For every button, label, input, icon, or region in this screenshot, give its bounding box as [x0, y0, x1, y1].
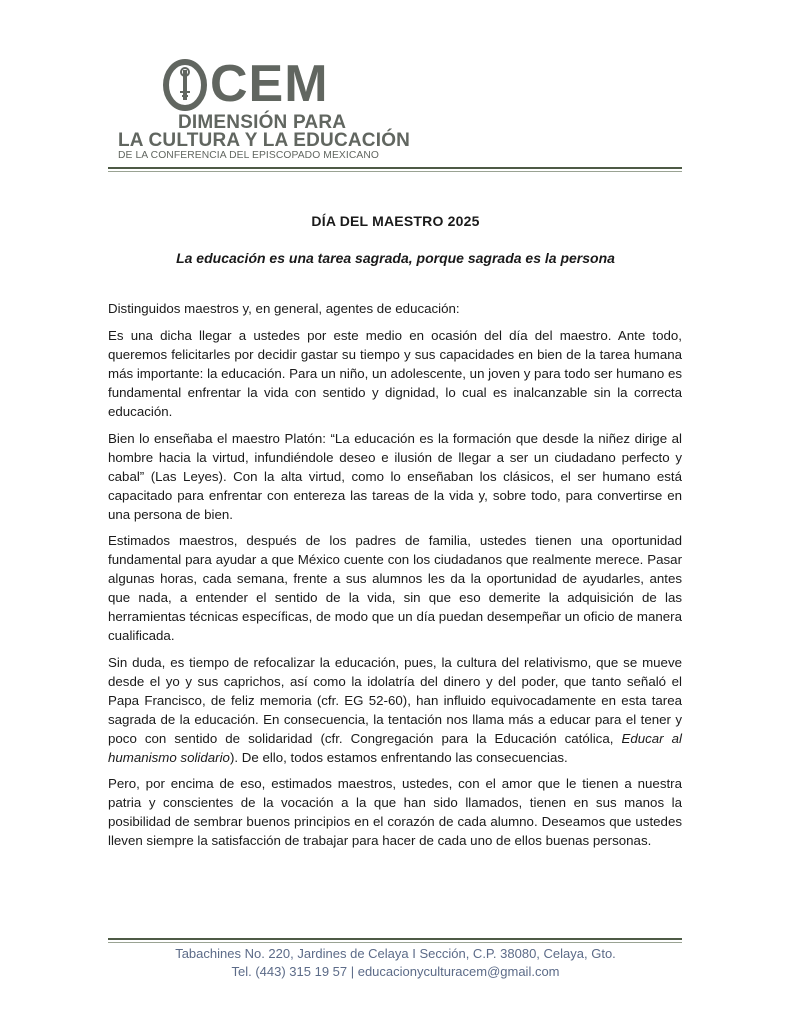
paragraph-3: Estimados maestros, después de los padres de familia, ustedes tienen una oportunidad fundamental para ayudar a que México cuente con los ciudadanos que realmente merece. Pasar algunas horas, cada semana, frente a sus alumnos les da la oportunidad de ayudarles, antes que nada, a entender el sentido de la vida, sin que eso demerite la adquisición de las herramientas técnicas específicas, de modo que un día puedan desempeñar un oficio de manera cualificada. — [108, 533, 682, 643]
paragraph-4 — [108, 653, 682, 767]
footer-address: Tabachines No. 220, Jardines de Celaya I Sección, C.P. 38080, Celaya, Gto. — [175, 946, 616, 961]
document-title: DÍA DEL MAESTRO 2025 — [311, 213, 480, 229]
paragraph-1: Es una dicha llegar a ustedes por este medio en ocasión del día del maestro. Ante todo, queremos felicitarles por decidir gastar su tiempo y sus capacidades en bien de la tarea humana más importante: la educación. Para un niño, un adolescente, un joven y para todo ser humano es fundamental enfrentar la vida con sentido y dignidad, lo cual es inalcanzable sin la correcta educación. — [108, 328, 682, 419]
logo-line-3: DE LA CONFERENCIA DEL EPISCOPADO MEXICANO — [118, 150, 380, 161]
header-divider — [108, 167, 682, 173]
document-subtitle: La educación es una tarea sagrada, porque sagrada es la persona — [176, 250, 615, 266]
logo-line-2: LA CULTURA Y LA EDUCACIÓN — [118, 130, 411, 151]
footer-divider — [108, 938, 682, 944]
paragraph-2: Bien lo enseñaba el maestro Platón: “La educación es la formación que desde la niñez dirige al hombre hacia la virtud, infundiéndole deseo e ilusión de llegar a ser un ciudadano perfecto y cabal” (Las Leyes). Con la alta virtud, como lo enseñaban los clásicos, el ser humano está capacitado para enfrentar con entereza las tareas de la vida y, sobre todo, para convertirse en una persona de bien. — [108, 430, 682, 522]
paragraph-5: Pero, por encima de eso, estimados maestros, ustedes, con el amor que le tienen a nuestra patria y conscientes de la vocación a la que han sido llamados, tienen en sus manos la posibilidad de sembrar buenos principios en el corazón de cada alumno. Deseamos que ustedes lleven siempre la satisfacción de trabajar para hacer de cada uno de ellos buenas personas. — [108, 776, 682, 848]
cem-emblem-icon — [162, 58, 208, 112]
book-title: Educar al humanismo solidario — [108, 730, 682, 765]
logo-wordmark: CEM — [210, 55, 329, 113]
salutation: Distinguidos maestros y, en general, agentes de educación: — [108, 301, 460, 316]
paragraph-4-text: Sin duda, es tiempo de refocalizar la educación, pues, la cultura del relativismo, que se mueve desde el yo y sus caprichos, así como la idolatría del dinero y del poder, que tanto señaló el Papa Francisco, de feliz memoria (cfr. EG 52-60), han influido equivocadamente en esta tarea sagrada de la educación. En consecuencia, la tentación nos llama más a educar para el tener y poco con sentido de solidaridad (cfr. Congregación para la Educación católica, — [108, 654, 682, 746]
footer-contact: Tel. (443) 315 19 57 | educacionyculturacem@gmail.com — [231, 964, 560, 979]
cem-logo — [118, 52, 418, 164]
document-body — [108, 299, 682, 858]
logo-line-1: DIMENSIÓN PARA — [178, 112, 347, 133]
paragraph-4-end: ). De ello, todos estamos enfrentando las consecuencias. — [229, 749, 568, 765]
